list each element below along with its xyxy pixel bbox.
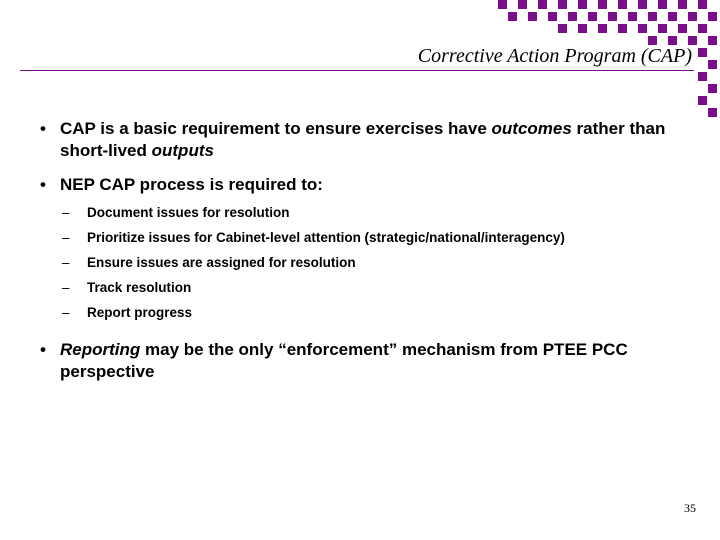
subitem-text: Document issues for resolution: [87, 205, 290, 220]
subitem-assign-issues: [40, 250, 690, 275]
bullet-nep-cap-process: [40, 174, 690, 196]
bullet-text-part: may be the only “enforcement” mechanism from PTEE PCC perspective: [60, 340, 628, 381]
title-divider: [20, 70, 694, 71]
subitem-document-issues: [40, 200, 690, 225]
subitem-text: Ensure issues are assigned for resolution: [87, 255, 356, 270]
bullet-reporting: [40, 339, 690, 383]
subitem-report-progress: [40, 300, 690, 325]
slide-content: [40, 118, 690, 383]
bullet-marker: •: [40, 119, 46, 138]
dash-marker: –: [62, 305, 70, 320]
subitem-text: Track resolution: [87, 280, 192, 295]
bullet-text-part: CAP is a basic requirement to ensure exercises have: [60, 119, 492, 138]
subitem-text: Report progress: [87, 305, 193, 320]
bullet-text: NEP CAP process is required to:: [60, 175, 323, 194]
bullet-text-part-emphasis: outputs: [151, 141, 214, 160]
bullet-text-part-emphasis: Reporting: [60, 340, 141, 359]
bullet-cap-requirement: [40, 118, 690, 162]
slide-title: Corrective Action Program (CAP): [417, 45, 692, 67]
bullet-marker: •: [40, 340, 46, 359]
process-subitems: [40, 200, 690, 325]
page-number: 35: [684, 501, 696, 515]
bullet-text-part-emphasis: outcomes: [491, 119, 572, 138]
dash-marker: –: [62, 255, 70, 270]
dash-marker: –: [62, 230, 70, 245]
bullet-text-part: rather than short-lived: [60, 119, 666, 160]
dash-marker: –: [62, 205, 70, 220]
dash-marker: –: [62, 280, 70, 295]
subitem-text: Prioritize issues for Cabinet-level attention (strategic/national/interagency): [87, 230, 565, 245]
subitem-track-resolution: [40, 275, 690, 300]
subitem-prioritize-issues: [40, 225, 690, 250]
bullet-marker: •: [40, 175, 46, 194]
